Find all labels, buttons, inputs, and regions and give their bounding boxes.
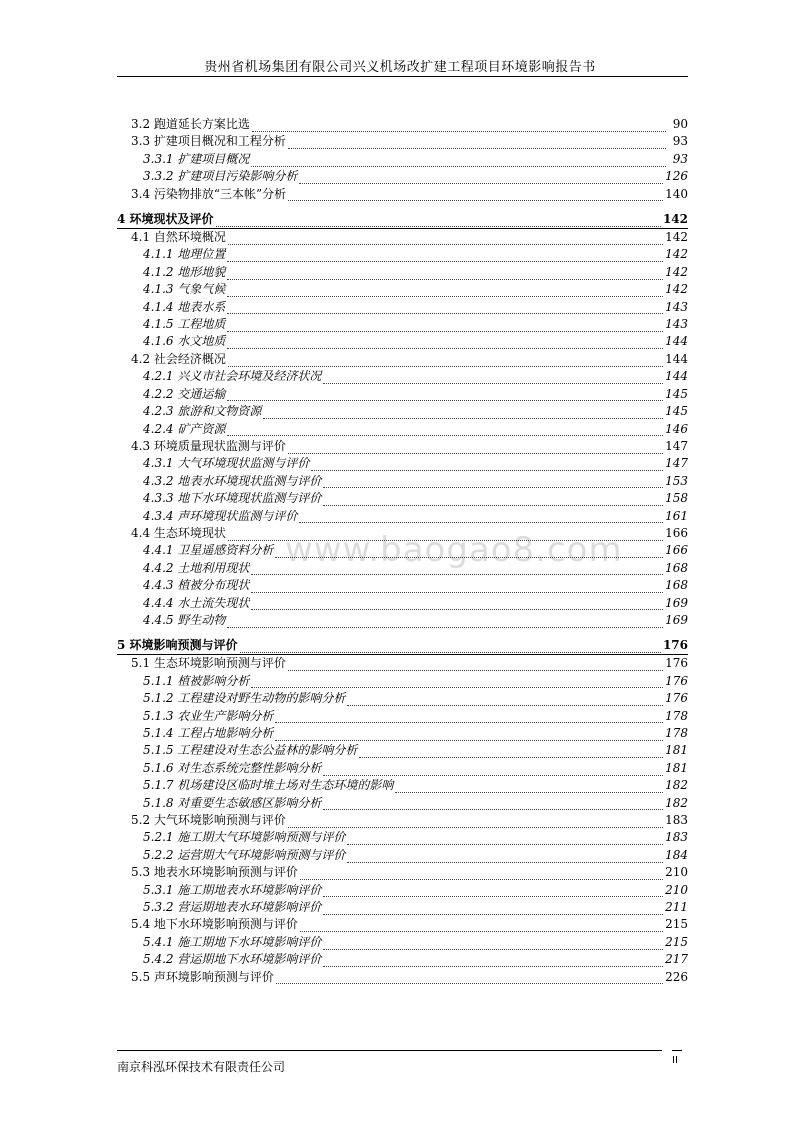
- toc-entry-page: 176: [665, 691, 688, 706]
- toc-dot-leader: [251, 155, 666, 167]
- toc-entry[interactable]: [117, 612, 688, 629]
- toc-dot-leader: [240, 641, 661, 653]
- toc-entry-page: 144: [665, 351, 688, 366]
- toc-entry[interactable]: [117, 438, 688, 455]
- toc-dot-leader: [251, 563, 663, 575]
- toc-entry-title: 4.2.2 交通运输: [143, 386, 226, 401]
- toc-entry-title: 5.1.1 植被影响分析: [143, 673, 250, 688]
- toc-entry[interactable]: [117, 577, 688, 594]
- toc-entry[interactable]: [117, 525, 688, 542]
- toc-entry-title: 5.1.6 对生态系统完整性影响分析: [143, 760, 322, 775]
- header-rule: [117, 76, 688, 77]
- toc-dot-leader: [323, 955, 663, 967]
- toc-entry-title: 4.2 社会经济概况: [131, 351, 226, 366]
- toc-entry-title: 5.1.8 对重要生态敏感区影响分析: [143, 795, 322, 810]
- toc-entry-page: 181: [665, 760, 688, 775]
- toc-dot-leader: [395, 781, 663, 793]
- toc-entry-title: 4.1.5 工程地质: [143, 317, 226, 332]
- toc-entry[interactable]: [117, 777, 688, 794]
- toc-entry-title: 5.4.1 施工期地下水环境影响评价: [143, 934, 322, 949]
- toc-entry-page: 215: [665, 917, 688, 932]
- toc-entry[interactable]: [117, 951, 688, 968]
- toc-entry[interactable]: [117, 246, 688, 263]
- toc-entry[interactable]: [117, 969, 688, 986]
- toc-entry-page: 182: [665, 795, 688, 810]
- toc-dot-leader: [288, 442, 663, 454]
- toc-dot-leader: [251, 581, 663, 593]
- toc-dot-leader: [227, 389, 663, 401]
- toc-entry-page: 90: [672, 117, 688, 131]
- toc-entry-title: 4.4.1 卫星遥感资料分析: [143, 543, 274, 558]
- toc-entry-title: 5.2.1 施工期大气环境影响预测与评价: [143, 830, 346, 845]
- toc-dot-leader: [228, 529, 663, 541]
- toc-entry-title: 5.2 大气环境影响预测与评价: [131, 813, 286, 828]
- toc-entry[interactable]: [117, 812, 688, 829]
- toc-entry[interactable]: [117, 421, 688, 438]
- toc-entry-title: 5.1.2 工程建设对野生动物的影响分析: [143, 691, 346, 706]
- toc-dot-leader: [228, 355, 663, 367]
- toc-entry-title: 4.3.1 大气环境现状监测与评价: [143, 456, 310, 471]
- toc-dot-leader: [323, 476, 663, 488]
- toc-entry[interactable]: [117, 864, 688, 881]
- toc-entry-title: 5.3.2 营运期地表水环境影响评价: [143, 900, 322, 915]
- toc-entry-page: 140: [665, 186, 688, 201]
- toc-entry-title: 5.1.7 机场建设区临时堆土场对生态环境的影响: [143, 778, 394, 793]
- toc-dot-leader: [323, 764, 663, 776]
- toc-entry-page: 143: [665, 299, 688, 314]
- toc-entry[interactable]: [117, 637, 688, 655]
- toc-entry[interactable]: [117, 673, 688, 690]
- toc-entry-page: 169: [665, 595, 688, 610]
- toc-dot-leader: [227, 250, 663, 262]
- toc-entry-page: 144: [665, 334, 688, 349]
- toc-entry-page: 142: [665, 247, 688, 262]
- toc-entry[interactable]: [117, 655, 688, 672]
- toc-dot-leader: [311, 459, 663, 471]
- footer-rule: [117, 1050, 662, 1051]
- toc-dot-leader: [275, 729, 663, 741]
- toc-entry-page: 145: [665, 386, 688, 401]
- toc-entry[interactable]: [117, 151, 688, 168]
- toc-entry-page: 211: [665, 900, 688, 915]
- toc-entry-page: 147: [665, 438, 688, 453]
- toc-dot-leader: [227, 268, 663, 280]
- toc-entry-title: 4.1.2 地形地貌: [143, 264, 226, 279]
- toc-dot-leader: [227, 285, 663, 297]
- toc-dot-leader: [359, 746, 663, 758]
- toc-entry-page: 215: [665, 934, 688, 949]
- toc-dot-leader: [323, 798, 663, 810]
- toc-entry-title: 4.3.3 地下水环境现状监测与评价: [143, 491, 322, 506]
- toc-entry-title: 5.3.1 施工期地表水环境影响评价: [143, 882, 322, 897]
- toc-entry-title: 5.2.2 运营期大气环境影响预测与评价: [143, 847, 346, 862]
- toc-entry-page: 168: [665, 560, 688, 575]
- toc-entry[interactable]: [117, 229, 688, 246]
- toc-entry-title: 4.3.4 声环境现状监测与评价: [143, 508, 298, 523]
- toc-dot-leader: [275, 711, 663, 723]
- toc-entry[interactable]: [117, 508, 688, 525]
- toc-dot-leader: [323, 372, 663, 384]
- toc-dot-leader: [251, 598, 663, 610]
- toc-entry[interactable]: [117, 473, 688, 490]
- toc-entry[interactable]: [117, 847, 688, 864]
- toc-entry-title: 5.4 地下水环境影响预测与评价: [131, 917, 298, 932]
- toc-dot-leader: [323, 903, 663, 915]
- toc-entry[interactable]: [117, 882, 688, 899]
- toc-entry[interactable]: [117, 708, 688, 725]
- toc-dot-leader: [299, 172, 663, 184]
- toc-entry[interactable]: [117, 333, 688, 350]
- footer-page-number: [672, 1050, 682, 1066]
- toc-entry-title: 4.1.3 气象气候: [143, 282, 226, 297]
- footer-company: 南京科泓环保技术有限责任公司: [117, 1060, 286, 1074]
- toc-dot-leader: [227, 337, 663, 349]
- toc-entry-title: 4.1.4 地表水系: [143, 299, 226, 314]
- toc-entry-title: 4.1.6 水文地质: [143, 334, 226, 349]
- toc-entry-title: 5 环境影响预测与评价: [117, 638, 238, 653]
- toc-entry[interactable]: [117, 760, 688, 777]
- running-header: 贵州省机场集团有限公司兴义机场改扩建工程项目环境影响报告书: [204, 60, 596, 75]
- toc-entry-title: 4.4.5 野生动物: [143, 612, 226, 627]
- toc-entry[interactable]: [117, 560, 688, 577]
- toc-dot-leader: [299, 511, 663, 523]
- toc-dot-leader: [276, 972, 663, 984]
- toc-entry-title: 4.2.1 兴义市社会环境及经济状况: [143, 369, 322, 384]
- toc-dot-leader: [228, 233, 663, 245]
- toc-entry-page: 142: [665, 282, 688, 297]
- toc-entry[interactable]: [117, 299, 688, 316]
- toc-entry-page: 178: [665, 708, 688, 723]
- toc-dot-leader: [323, 494, 663, 506]
- toc-entry-page: 166: [665, 525, 688, 540]
- toc-dot-leader: [288, 189, 663, 201]
- toc-entry-title: 3.2 跑道延长方案比选: [131, 117, 250, 131]
- toc-entry-page: 161: [665, 508, 688, 523]
- toc-dot-leader: [288, 659, 663, 671]
- toc-entry-page: 226: [665, 969, 688, 984]
- toc-entry-title: 4 环境现状及评价: [117, 212, 214, 227]
- toc-entry-page: 184: [665, 847, 688, 862]
- toc-entry-page: 178: [665, 726, 688, 740]
- toc-dot-leader: [288, 137, 666, 149]
- toc-dot-leader: [288, 816, 663, 828]
- toc-entry-page: 181: [665, 743, 688, 758]
- toc-entry[interactable]: [117, 916, 688, 933]
- toc-entry-page: 144: [665, 369, 688, 384]
- toc-entry-page: 153: [665, 473, 688, 488]
- toc-entry[interactable]: [117, 795, 688, 812]
- toc-dot-leader: [323, 885, 663, 897]
- toc-dot-leader: [227, 302, 663, 314]
- toc-entry[interactable]: [117, 742, 688, 759]
- toc-entry-page: 166: [665, 543, 688, 558]
- toc-entry-title: 3.3 扩建项目概况和工程分析: [131, 134, 286, 149]
- toc-entry[interactable]: [117, 542, 688, 559]
- toc-dot-leader: [300, 920, 663, 932]
- toc-entry-title: 5.4.2 营运期地下水环境影响评价: [143, 952, 322, 967]
- toc-entry-page: 210: [665, 882, 688, 897]
- toc-entry[interactable]: [117, 595, 688, 612]
- toc-entry-title: 4.2.3 旅游和文物资源: [143, 404, 262, 419]
- toc-dot-leader: [263, 407, 663, 419]
- toc-entry[interactable]: [117, 264, 688, 281]
- toc-entry[interactable]: [117, 403, 688, 420]
- toc-entry-page: 142: [665, 230, 688, 245]
- toc-entry-title: 3.3.1 扩建项目概况: [143, 151, 250, 166]
- toc-entry[interactable]: [117, 211, 688, 229]
- toc-entry-page: 147: [665, 456, 688, 471]
- toc-entry[interactable]: [117, 386, 688, 403]
- toc-entry[interactable]: [117, 829, 688, 846]
- toc-entry-page: 176: [665, 656, 688, 671]
- toc-dot-leader: [251, 676, 663, 688]
- toc-entry[interactable]: [117, 168, 688, 185]
- toc-dot-leader: [227, 424, 663, 436]
- toc-dot-leader: [216, 215, 661, 227]
- toc-entry-title: 3.3.2 扩建项目污染影响分析: [143, 169, 298, 184]
- toc-entry-page: 142: [662, 212, 688, 227]
- toc-entry-title: 4.3 环境质量现状监测与评价: [131, 438, 286, 453]
- toc-entry[interactable]: [117, 316, 688, 333]
- toc-entry-page: 217: [665, 952, 688, 967]
- toc-entry-page: 143: [665, 317, 688, 332]
- toc-entry-page: 146: [665, 421, 688, 436]
- toc-entry[interactable]: [117, 186, 688, 203]
- toc-entry[interactable]: [117, 934, 688, 951]
- toc-entry-title: 5.1.5 工程建设对生态公益林的影响分析: [143, 743, 358, 758]
- toc-entry-title: 5.3 地表水环境影响预测与评价: [131, 865, 298, 880]
- toc-entry-page: 176: [662, 638, 688, 653]
- toc-entry-title: 4.2.4 矿产资源: [143, 421, 226, 436]
- toc-entry-page: 126: [665, 169, 688, 184]
- toc-dot-leader: [323, 938, 663, 950]
- toc-entry-title: 5.1.4 工程占地影响分析: [143, 726, 274, 740]
- toc-entry-page: 142: [665, 264, 688, 279]
- toc-entry-page: 158: [665, 491, 688, 506]
- page-number-mark: [672, 1050, 682, 1051]
- toc-entry-title: 4.4.4 水土流失现状: [143, 595, 250, 610]
- toc-entry-page: 183: [665, 813, 688, 828]
- toc-entry-title: 5.1 生态环境影响预测与评价: [131, 656, 286, 671]
- toc-entry-title: 4.1 自然环境概况: [131, 230, 226, 245]
- toc-entry-page: 145: [665, 404, 688, 419]
- toc-entry-title: 4.4 生态环境现状: [131, 525, 226, 540]
- toc-entry[interactable]: [117, 455, 688, 472]
- toc-entry[interactable]: [117, 116, 688, 133]
- toc-entry[interactable]: [117, 351, 688, 368]
- toc-entry[interactable]: [117, 690, 688, 707]
- toc-entry[interactable]: [117, 281, 688, 298]
- toc-dot-leader: [347, 694, 663, 706]
- toc-entry[interactable]: [117, 368, 688, 385]
- toc-entry[interactable]: [117, 133, 688, 150]
- toc-entry[interactable]: [117, 490, 688, 507]
- toc-dot-leader: [227, 616, 663, 628]
- toc-entry-page: 176: [665, 673, 688, 688]
- toc-entry-title: 4.3.2 地表水环境现状监测与评价: [143, 473, 322, 488]
- toc-entry-title: 5.5 声环境影响预测与评价: [131, 969, 274, 984]
- toc-entry-page: 210: [665, 865, 688, 880]
- watermark: www.baogao8.com: [285, 530, 623, 570]
- toc-entry-title: 3.4 污染物排放“三本帐”分析: [131, 186, 287, 201]
- toc-entry-page: 169: [665, 612, 688, 627]
- toc-entry-page: 183: [665, 830, 688, 845]
- toc-dot-leader: [252, 120, 666, 132]
- toc-entry-page: 182: [665, 778, 688, 793]
- toc-entry-title: 4.1.1 地理位置: [143, 247, 226, 262]
- toc-dot-leader: [275, 546, 663, 558]
- toc-entry-title: 4.4.3 植被分布现状: [143, 578, 250, 593]
- toc-entry[interactable]: [117, 725, 688, 742]
- toc-dot-leader: [347, 833, 663, 845]
- toc-entry-page: 93: [672, 151, 688, 166]
- toc-entry-page: 93: [672, 134, 688, 149]
- toc-dot-leader: [300, 868, 663, 880]
- toc-entry-title: 4.4.2 土地利用现状: [143, 560, 250, 575]
- toc-dot-leader: [227, 320, 663, 332]
- toc-dot-leader: [347, 851, 663, 863]
- toc-entry[interactable]: [117, 899, 688, 916]
- table-of-contents: [117, 116, 688, 986]
- page-number: II: [672, 1055, 678, 1066]
- toc-entry-page: 168: [665, 578, 688, 593]
- toc-entry-title: 5.1.3 农业生产影响分析: [143, 708, 274, 723]
